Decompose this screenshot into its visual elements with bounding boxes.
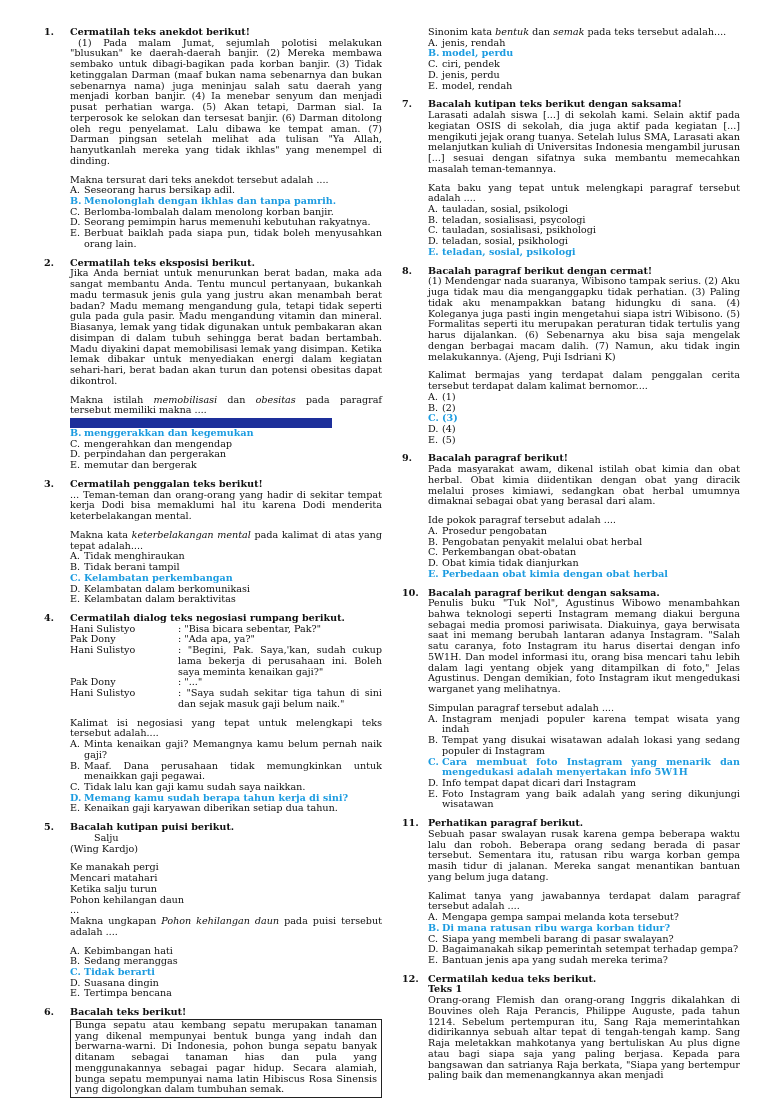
question-title: Perhatikan paragraf berikut. [428,818,584,830]
option-b-correct: B. Menolonglah dengan ikhlas dan tanpa pamrih. [70,196,337,208]
question-4 [40,614,382,815]
option-e: E. Kenaikan gaji karyawan diberikan setiap dua tahun. [70,803,338,815]
question-number: 7. [402,99,413,111]
left-column [40,27,382,1096]
poem-author: (Wing Kardjo) [70,843,138,855]
option-a: A. (1) [428,391,456,403]
question-number: 12. [402,973,419,985]
option-a: A. Mengapa gempa sampai melanda kota tersebut? [428,912,679,924]
right-column [398,27,740,1082]
option-a: A. Instagram menjadi populer karena tempat wisata yang indah [428,713,740,736]
question-3 [40,480,382,606]
question-7 [398,100,740,258]
option-e: E. Kelambatan dalam beraktivitas [70,594,236,606]
option-e: E. Foto Instagram yang baik adalah yang sering dikunjungi wisatawan [428,788,740,811]
option-d: D. (4) [428,423,456,435]
option-a: A. Prosedur pengobatan [428,525,547,537]
question-prompt: Makna istilah memobilisasi dan obesitas pada paragraf tersebut memiliki makna .... [70,394,382,417]
question-title: Bacalah kutipan puisi berikut. [70,822,235,834]
question-title: Cermatilah teks eksposisi berikut. [70,257,255,269]
question-prompt: Makna kata keterbelakangan mental pada kalimat di atas yang tepat adalah.... [70,529,382,552]
option-b-correct: B. model, perdu [428,48,514,60]
question-prompt: Makna tersurat dari teks anekdot tersebut adalah .... [70,174,329,186]
option-d: D. perpindahan dan pergerakan [70,449,227,461]
question-prompt: Kalimat bermajas yang terdapat dalam penggalan cerita tersebut terdapat dalam kalimat bernomor.... [428,370,740,393]
option-c-correct: C. (3) [428,413,458,425]
option-e: E. memutar dan bergerak [70,460,197,472]
option-d: D. Suasana dingin [70,977,159,989]
option-c-correct: C. Kelambatan perkembangan [70,572,233,584]
option-b-correct: B. Di mana ratusan ribu warga korban tidur? [428,922,671,934]
question-number: 5. [44,822,55,834]
option-d: D. Seorang pemimpin harus memenuhi kebutuhan rakyatnya. [70,217,371,229]
poem-title: Salju [94,832,119,844]
question-number: 8. [402,265,413,277]
question-text: ... Teman-teman dan orang-orang yang hadir di sekitar tempat kerja Dodi bisa memaklumi hal itu karena Dodi menderita keterbelakangan mental. [70,489,382,523]
question-11 [398,819,740,967]
question-6 [40,1008,382,1098]
option-b: B. teladan, sosialisasi, psycologi [428,214,586,226]
option-e-correct: E. Perbedaan obat kimia dengan obat herbal [428,568,668,580]
question-prompt: Sinonim kata bentuk dan semak pada teks tersebut adalah.... [428,27,727,38]
option-e-correct: E. teladan, sosial, psikologi [428,246,576,258]
question-title: Bacalah paragraf berikut! [428,453,568,465]
question-title: Bacalah paragraf berikut dengan saksama. [428,587,660,599]
option-d: D. teladan, sosial, psikhologi [428,236,568,248]
option-c: C. tauladan, sosialisasi, psikhologi [428,225,596,237]
option-c: C. Perkembangan obat-obatan [428,547,577,559]
question-number: 6. [44,1007,55,1019]
question-title: Cermatilah dialog teks negosiasi rumpang berikut. [70,612,345,624]
poem-line: Ke manakah pergi [70,862,159,874]
question-title: Bacalah paragraf berikut dengan cermat! [428,265,653,277]
question-text: (1) Mendengar nada suaranya, Wibisono tampak serius. (2) Aku juga tidak mau dia menganggapku tidak perhatian. (3) Paling tidak aku menampakkan batang hidungku di sana. (4) Koleganya juga pasti ingin mengetahui siapa istri Wibisono. (5) Formalitas seperti itu merupakan peraturan tidak tertulis yang harus dijalankan. (6) Sebenarnya aku bisa saja mengelak dengan berbagai macam dalih. (7) Namun, aku tidak ingin melakukannya. (Ajeng, Puji Isdriani K) [428,276,740,363]
question-title: Bacalah teks berikut! [70,1007,187,1019]
option-a: A. tauladan, sosial, psikologi [428,204,569,216]
question-9 [398,454,740,580]
question-text: Larasati adalah siswa [...] di sekolah kami. Selain aktif pada kegiatan OSIS di sekolah, dia juga aktif pada kegiatan [...] mengikuti jejak orang tuanya. Setelah lulus SMA, Larasati akan melanjutkan kuliah di Universitas Indonesia mengambil jurusan [...] sesuai dengan sifatnya suka membantu memecahkan masalah teman-temannya. [428,110,740,175]
question-6-continued [398,28,740,92]
option-a: A. Seseorang harus bersikap adil. [70,185,236,197]
question-text: Penulis buku "Tuk Nol", Agustinus Wibowo menambahkan bahwa teknologi seperti Instagram memang diakui berguna sebagai media promosi pariwisata. Diakuinya, gaya berwisata saat ini memang berubah lantaran adanya Instagram. "Salah satu caranya, foto Instagram itu harus disertai dengan info 5W1H. Dan model informasi itu, orang bisa mencari tahu lebih dalam lagi yentang objek yang ditampilkan di foto," Jelas Agustinus. Dengan demikian, foto Instagram ikut mengedukasi warganet yang melihatnya. [428,598,740,696]
option-d: D. Obat kimia tidak dianjurkan [428,558,579,570]
question-text: Jika Anda berniat untuk menurunkan berat badan, maka ada sangat membantu Anda. Tentu muncul pertanyaan, bukankah madu termasuk jenis gula yang justru akan menambah berat badan? Madu memang mengandung gula, tetapi tidak seperti gula pada gula pasir. Madu mengandung vitamin dan mineral. Biasanya, lemak yang tidak digunakan untuk pembakaran akan disimpan di dalam tubuh sehingga berat badan bertambah. Madu diyakini dapat memobilisasi lemak yang disimpan. Ketika lemak dibakar untuk menyediakan energi dalam kegiatan sehari-hari, berat badan akan turun dan potensi obesitas dapat dikontrol. [70,268,382,387]
option-d: D. Bagaimanakah sikap pemerintah setempat terhadap gempa? [428,944,739,956]
dialog-line: Hani Sulistyo : "Saya sudah sekitar tiga tahun di sini dan sejak masuk gaji belum naik." [70,688,382,710]
question-title: Cermatilah penggalan teks berikut! [70,478,263,490]
question-number: 4. [44,612,55,624]
question-title: Bacalah kutipan teks berikut dengan saksama! [428,99,682,111]
question-text: (1) Pada malam Jumat, sejumlah polotisi melakukan "blusukan" ke daerah-daerah banjir. (2) Mereka membawa sembako untuk dibagi-bagikan pada korban banjir. (3) Tidak ketinggalan Darman (maaf bukan nama sebenarnya dan bukan sebenarnya nama) juga meninjau salah satu daerah yang menjadi korban banjir. (4) Ia menebar senyum dan menjadi pusat perhatian warga. (5) Akan tetapi, Darman sial. Ia terperosok ke selokan dan tersesat banjir. (6) Darman ditolong oleh regu penyelamat. Lalu dibawa ke tempat aman. (7) Darman pingsan setelah melihat ada tulisan "Ya Allah, hanyutkanlah mereka yang tidak ikhlas" yang menempel di dinding. [70,37,382,167]
option-d: D. jenis, perdu [428,69,500,81]
question-subtitle: Teks 1 [428,984,463,996]
option-b: B. (2) [428,402,456,414]
dialog-line: Hani Sulistyo : "Begini, Pak. Saya,'kan, sudah cukup lama bekerja di perusahaan ini. Boleh saya meminta kenaikan gaji?" [70,645,382,678]
option-a: A. Tidak menghiraukan [70,551,185,563]
question-prompt: Kalimat isi negosiasi yang tepat untuk melengkapi teks tersebut adalah.... [70,717,382,740]
question-number: 9. [402,453,413,465]
option-b-correct: B. menggerakkan dan kegemukan [70,427,254,439]
option-a: A. Minta kenaikan gaji? Memangnya kamu belum pernah naik gaji? [70,739,382,761]
question-number: 2. [44,257,55,269]
poem-line: ... [70,905,80,917]
question-prompt: Ide pokok paragraf tersebut adalah .... [428,515,616,527]
dialog-line: Hani Sulistyo : "Bisa bicara sebentar, Pak?" [70,623,322,635]
option-e: E. model, rendah [428,80,513,92]
option-b: B. Maaf. Dana perusahaan tidak memungkinkan untuk menaikkan gaji pegawai. [70,760,382,783]
question-text: Sebuah pasar swalayan rusak karena gempa beberapa waktu lalu dan roboh. Beberapa orang sedang berada di pasar tersebut. Sementara itu, ratusan ribu warga korban gempa masih tidur di jalanan. Mereka sangat menantikan bantuan yang belum juga datang. [428,828,740,883]
question-number: 10. [402,587,419,599]
redaction-highlight [70,418,332,428]
poem-line: Mencari matahari [70,873,158,885]
dialog-line: Pak Dony : "..." [70,677,203,689]
question-prompt: Kata baku yang tepat untuk melengkapi paragraf tersebut adalah .... [428,182,740,205]
poem-line: Pohon kehilangan daun [70,894,185,906]
option-c: C. mengerahkan dan mengendap [70,438,233,450]
question-1 [40,28,382,251]
option-c: C. Siapa yang membeli barang di pasar swalayan? [428,933,674,945]
option-a: A. Kebimbangan hati [70,945,173,957]
option-d: D. Info tempat dapat dicari dari Instagram [428,778,636,789]
option-b: B. Tidak berani tampil [70,562,180,574]
option-c: C. ciri, pendek [428,59,500,71]
option-b: B. Pengobatan penyakit melalui obat herbal [428,536,643,548]
question-title: Cermatilah kedua teks berikut. [428,973,597,985]
option-e: E. Berbuat baiklah pada siapa pun, tidak boleh menyusahkan orang lain. [70,228,382,250]
question-title: Cermatilah teks anekdot berikut! [70,27,250,38]
question-prompt: Simpulan paragraf tersebut adalah .... [428,702,615,714]
boxed-text: Bunga sepatu atau kembang sepatu merupakan tanaman yang dikenal mempunyai bentuk bunga yang indah dan berwarna-warni. Di Indonesia, pohon bunga sepatu banyak ditanam sebagai tanaman hias dan pula yang menggunakannya sebagai pagar hidup. Secara alamiah, bunga sepatu mempunyai nama latin Hibiscus Rosa Sinensis yang digolongkan dalam tumbuhan semak. [70,1019,382,1098]
question-2 [40,259,382,472]
question-5 [40,823,382,1000]
question-number: 1. [44,27,55,38]
question-10 [398,589,740,812]
poem-line: Ketika salju turun [70,883,157,895]
question-number: 3. [44,478,55,490]
question-text: Pada masyarakat awam, dikenal istilah obat kimia dan obat herbal. Obat kimia diidentikan dengan obat yang diracik melalui proses kimiawi, sedangkan obat herbal umumnya dimaknai sebagai obat yang berasal dari alam. [428,464,740,508]
option-e: E. (5) [428,434,456,446]
question-prompt: Makna ungkapan Pohon kehilangan daun pada puisi tersebut adalah .... [70,916,382,938]
question-text: Orang-orang Flemish dan orang-orang Inggris dikalahkan di Bouvines oleh Raja Perancis, Philippe Auguste, pada tahun 1214. Sebelum pertempuran itu, Sang Raja memerintahkan didirikannya sebuah altar tepat di tengah-tengah kamp. Sang Raja meletakkan mahkotanya yang bertuliskan Au plus digne atau bagi siapa saja yang paling berjasa. Kepada para bangsawan dan satrianya Raja berkata, "Siapa yang bertempur paling baik dan memenangkannya akan menjadi [428,995,740,1082]
option-a: A. jenis, rendah [428,37,506,49]
question-number: 11. [402,818,419,830]
option-e: E. Tertimpa bencana [70,988,172,1000]
option-d-correct: D. Memang kamu sudah berapa tahun kerja di sini? [70,792,349,804]
option-c-correct: C. Cara membuat foto Instagram yang menarik dan mengedukasi adalah menyertakan info 5W1H [428,756,740,779]
option-c: C. Berlomba-lombalah dalam menolong korban banjir. [70,206,334,218]
option-b: B. Sedang meranggas [70,956,178,968]
question-prompt: Kalimat tanya yang jawabannya terdapat dalam paragraf tersebut adalah .... [428,890,740,913]
question-8 [398,267,740,447]
option-e: E. Bantuan jenis apa yang sudah mereka terima? [428,955,668,967]
option-c: C. Tidak lalu kan gaji kamu sudah saya naikkan. [70,782,306,793]
option-b: B. Tempat yang disukai wisatawan adalah lokasi yang sedang populer di Instagram [428,735,740,757]
option-c-correct: C. Tidak berarti [70,967,155,979]
dialog-line: Pak Dony : "Ada apa, ya?" [70,634,255,646]
option-d: D. Kelambatan dalam berkomunikasi [70,583,250,595]
question-12 [398,975,740,1082]
